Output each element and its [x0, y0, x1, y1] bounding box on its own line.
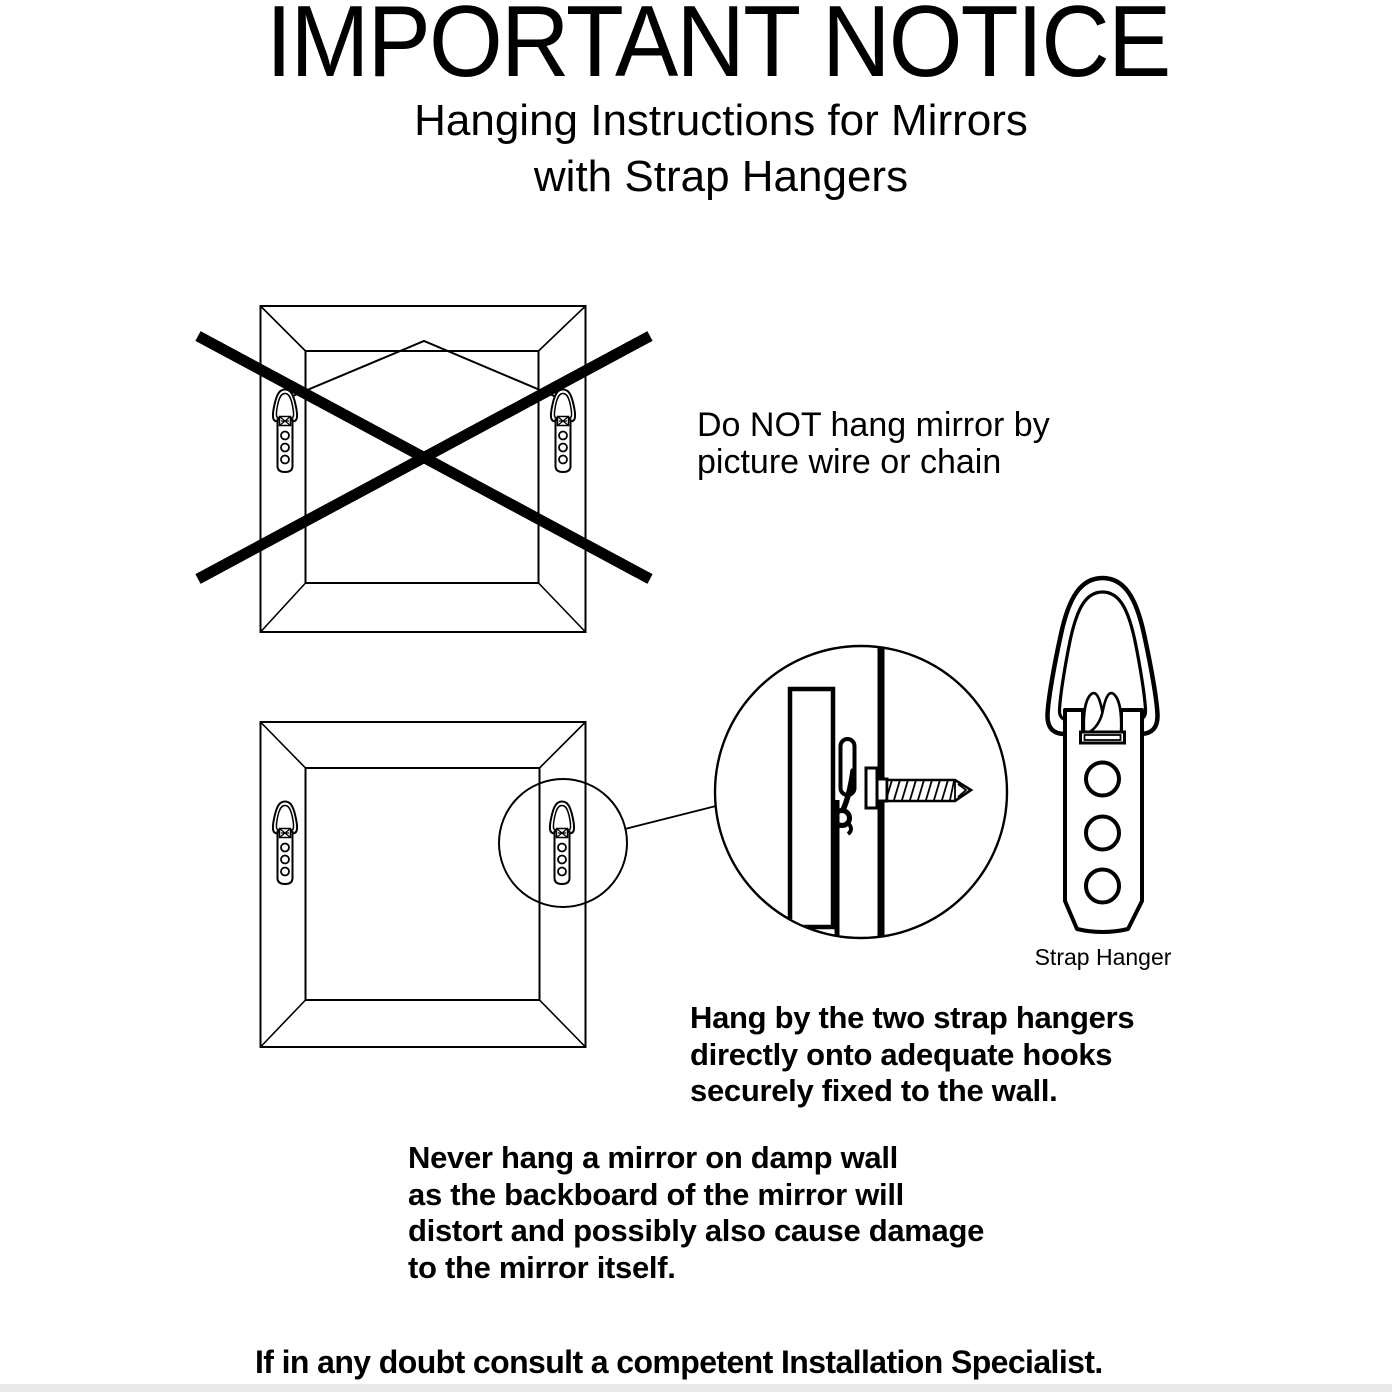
- strap-hung-mirror-figure: [261, 722, 717, 1047]
- prohibition-cross: [198, 336, 650, 579]
- mirror-frame-inner: [306, 351, 539, 583]
- strap-hanger-large-figure: [1047, 578, 1157, 932]
- hang-instruction-line: Hang by the two strap hangers: [690, 1000, 1135, 1035]
- page-title: [44, 0, 1392, 98]
- strap-hanger-icon: [551, 390, 575, 473]
- screw-hole: [1086, 763, 1119, 796]
- hook-detail-figure: [715, 645, 1007, 940]
- damp-warning-line: as the backboard of the mirror will: [408, 1176, 904, 1212]
- hang-instruction-line: directly onto adequate hooks: [690, 1036, 1113, 1072]
- mirror-frame-inner: [306, 768, 540, 1000]
- damp-warning-line: to the mirror itself.: [408, 1249, 676, 1285]
- strap-hanger-icon: [550, 802, 574, 885]
- subtitle-line: with Strap Hangers: [533, 152, 909, 201]
- subtitle-line: Hanging Instructions for Mirrors: [414, 96, 1028, 145]
- magnifier-connector-line: [625, 806, 716, 829]
- hang-instruction-text: [690, 1000, 1134, 1110]
- hang-instruction-line: securely fixed to the wall.: [690, 1073, 1058, 1108]
- wire-warning-text: [697, 407, 1050, 481]
- wire-warning-line: picture wire or chain: [697, 443, 1002, 481]
- screw-hole: [1086, 817, 1119, 850]
- strap-hanger-icon: [273, 802, 297, 885]
- page-title-text: IMPORTANT NOTICE: [266, 0, 1170, 98]
- wire-warning-line: Do NOT hang mirror by: [697, 406, 1050, 444]
- damp-warning-line: distort and possibly also cause damage: [408, 1213, 985, 1248]
- page-subtitle: [50, 93, 1392, 205]
- frame-mitre-lines: [261, 722, 586, 1047]
- frame-profile: [790, 689, 833, 927]
- crossed-mirror-figure: [198, 306, 650, 632]
- strap-hanger-icon: [273, 390, 297, 473]
- damp-warning-line: Never hang a mirror on damp wall: [408, 1140, 898, 1175]
- bottom-edge-bar: [0, 1384, 1392, 1392]
- screw-hole: [1086, 870, 1119, 903]
- footer-advice-text: If in any doubt consult a competent Installation Specialist.: [255, 1344, 1103, 1380]
- crimp-plate: [1081, 732, 1125, 743]
- damp-warning-text: [408, 1140, 984, 1286]
- mirror-frame-outer: [261, 722, 586, 1047]
- strap-hanger-label: Strap Hanger: [1034, 944, 1172, 970]
